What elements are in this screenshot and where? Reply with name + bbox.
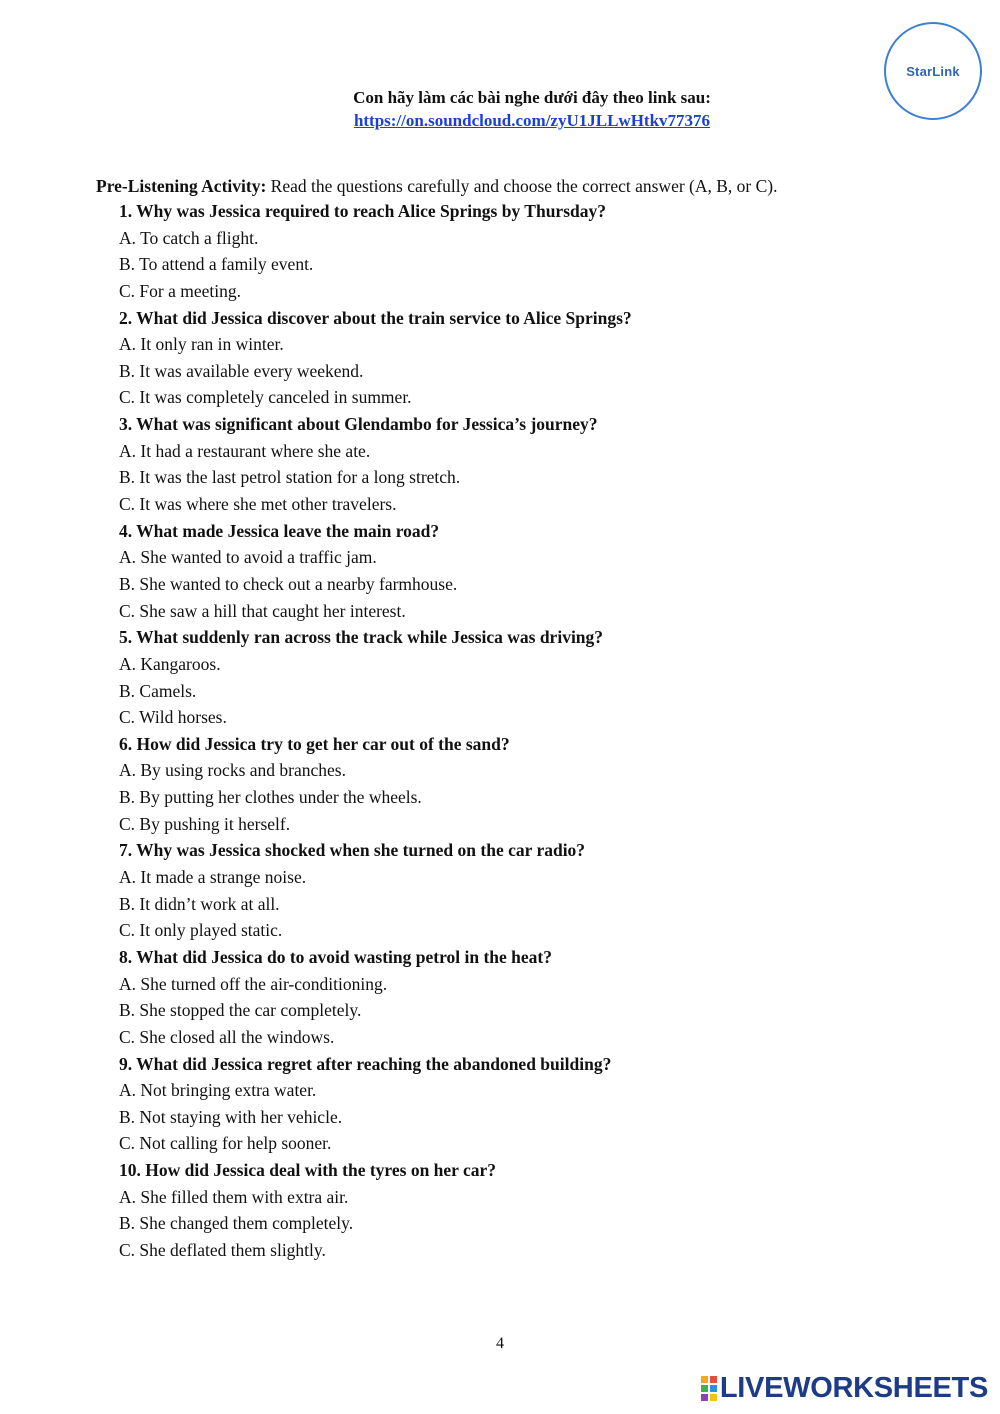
answer-option-c[interactable]: C. By pushing it herself.	[119, 813, 291, 834]
soundcloud-link[interactable]: https://on.soundcloud.com/zyU1JLLwHtkv77376	[353, 111, 711, 130]
answer-option-c[interactable]: C. It only played static.	[119, 920, 283, 941]
answer-option-b[interactable]: B. She changed them completely.	[119, 1213, 354, 1234]
answer-option-b[interactable]: B. It was the last petrol station for a long stretch.	[119, 467, 461, 488]
answer-option-a[interactable]: A. It only ran in winter.	[119, 334, 284, 355]
answer-option-b[interactable]: B. By putting her clothes under the wheels.	[119, 787, 422, 808]
answer-option-b[interactable]: B. She stopped the car completely.	[119, 1000, 362, 1021]
answer-option-a[interactable]: A. By using rocks and branches.	[119, 760, 346, 781]
question-text: 4. What made Jessica leave the main road?	[119, 520, 440, 541]
question-block	[119, 518, 632, 625]
liveworksheets-wordmark: LIVEWORKSHEETS	[719, 1372, 988, 1404]
answer-option-a[interactable]: A. To catch a flight.	[119, 227, 259, 248]
question-block	[119, 1051, 632, 1158]
question-block	[119, 944, 632, 1051]
question-text: 10. How did Jessica deal with the tyres on her car?	[119, 1160, 497, 1181]
question-text: 9. What did Jessica regret after reaching the abandoned building?	[119, 1053, 612, 1074]
question-text: 3. What was significant about Glendambo for Jessica’s journey?	[119, 414, 598, 435]
answer-option-a[interactable]: A. She turned off the air-conditioning.	[119, 973, 388, 994]
question-text: 6. How did Jessica try to get her car out of the sand?	[119, 733, 510, 754]
question-block	[119, 411, 632, 518]
question-block	[119, 837, 632, 944]
answer-option-b[interactable]: B. It was available every weekend.	[119, 360, 364, 381]
question-block	[119, 198, 632, 305]
question-block	[119, 731, 632, 838]
answer-option-c[interactable]: C. She closed all the windows.	[119, 1026, 335, 1047]
question-text: 2. What did Jessica discover about the train service to Alice Springs?	[119, 307, 632, 328]
answer-option-c[interactable]: C. Wild horses.	[119, 707, 227, 728]
answer-option-a[interactable]: A. Not bringing extra water.	[119, 1080, 317, 1101]
answer-option-c[interactable]: C. She saw a hill that caught her interest.	[119, 600, 406, 621]
activity-label: Pre-Listening Activity:	[96, 176, 267, 196]
answer-option-c[interactable]: C. It was where she met other travelers.	[119, 494, 397, 515]
answer-option-b[interactable]: B. Not staying with her vehicle.	[119, 1106, 343, 1127]
page-header	[0, 86, 1000, 132]
activity-intro	[96, 174, 778, 198]
question-block	[119, 624, 632, 731]
answer-option-a[interactable]: A. It made a strange noise.	[119, 867, 307, 888]
answer-option-c[interactable]: C. She deflated them slightly.	[119, 1239, 326, 1260]
question-text: 7. Why was Jessica shocked when she turned on the car radio?	[119, 840, 586, 861]
page-number: 4	[496, 1335, 504, 1352]
answer-option-c[interactable]: C. Not calling for help sooner.	[119, 1133, 332, 1154]
liveworksheets-grid-icon	[701, 1376, 717, 1401]
answer-option-a[interactable]: A. It had a restaurant where she ate.	[119, 440, 371, 461]
answer-option-b[interactable]: B. It didn’t work at all.	[119, 893, 280, 914]
answer-option-a[interactable]: A. She filled them with extra air.	[119, 1186, 349, 1207]
question-text: 8. What did Jessica do to avoid wasting petrol in the heat?	[119, 946, 553, 967]
answer-option-a[interactable]: A. Kangaroos.	[119, 653, 221, 674]
answer-option-b[interactable]: B. She wanted to check out a nearby farmhouse.	[119, 573, 458, 594]
question-text: 5. What suddenly ran across the track while Jessica was driving?	[119, 627, 604, 648]
header-instruction: Con hãy làm các bài nghe dưới đây theo link sau:	[353, 88, 711, 107]
answer-option-c[interactable]: C. It was completely canceled in summer.	[119, 387, 412, 408]
question-block	[119, 1157, 632, 1264]
answer-option-a[interactable]: A. She wanted to avoid a traffic jam.	[119, 547, 377, 568]
question-text: 1. Why was Jessica required to reach Alice Springs by Thursday?	[119, 201, 606, 221]
answer-option-b[interactable]: B. To attend a family event.	[119, 254, 314, 275]
starlink-logo-text: StarLink	[906, 63, 960, 79]
answer-option-b[interactable]: B. Camels.	[119, 680, 197, 701]
activity-instruction: Read the questions carefully and choose the correct answer (A, B, or C).	[266, 176, 778, 196]
question-list	[119, 198, 632, 1264]
liveworksheets-logo	[701, 1372, 988, 1405]
answer-option-c[interactable]: C. For a meeting.	[119, 280, 241, 301]
question-block	[119, 305, 632, 412]
